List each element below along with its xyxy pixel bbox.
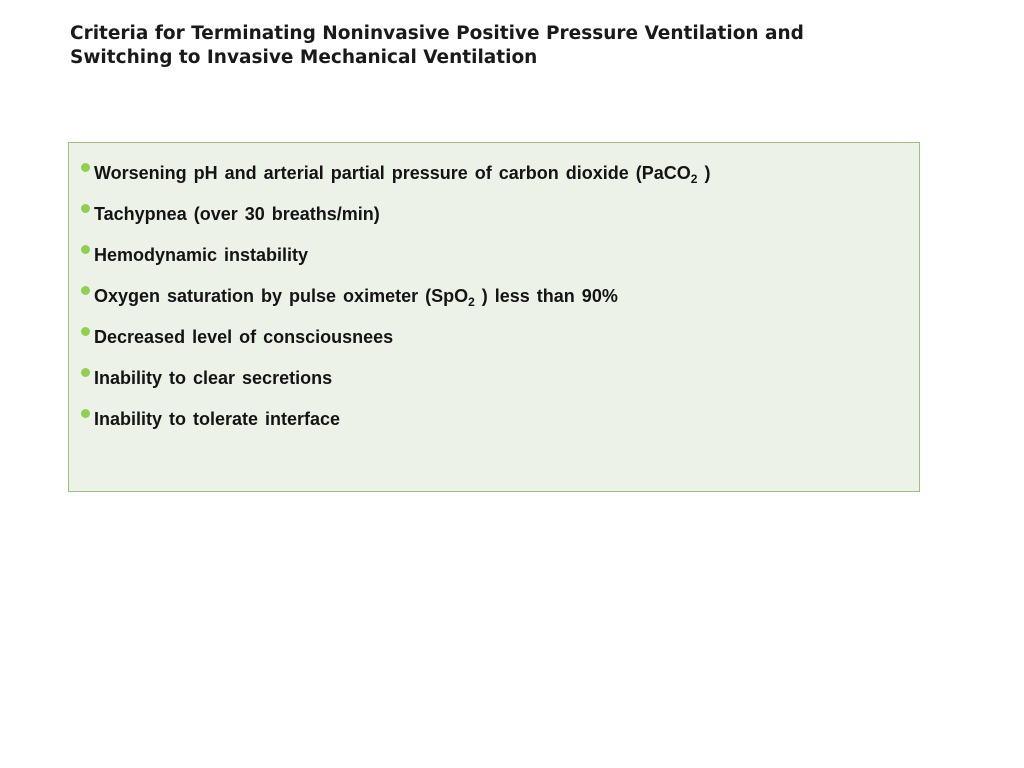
criteria-list (69, 143, 919, 446)
criteria-text: Hemodynamic instability (94, 245, 309, 265)
criteria-text: Inability to tolerate interface (94, 409, 341, 429)
bullet-dot-icon (81, 409, 90, 418)
criteria-suffix: ) (697, 163, 711, 183)
criteria-item-oxygen-saturation (69, 282, 919, 323)
criteria-item-tachypnea (69, 200, 919, 241)
slide-title-line-1: Criteria for Terminating Noninvasive Positive Pressure Ventilation and (70, 23, 804, 44)
bullet-dot-icon (81, 327, 90, 336)
slide-title (70, 22, 930, 70)
slide-title-line-2: Switching to Invasive Mechanical Ventilation (70, 47, 538, 68)
criteria-text: Oxygen saturation by pulse oximeter (SpO (94, 286, 469, 306)
criteria-text: Worsening pH and arterial partial pressure of carbon dioxide (PaCO (94, 163, 691, 183)
criteria-item-secretions (69, 364, 919, 405)
criteria-box (68, 142, 920, 492)
subscript: 2 (690, 172, 698, 186)
bullet-dot-icon (81, 163, 90, 172)
criteria-text: Tachypnea (over 30 breaths/min) (94, 204, 380, 224)
criteria-item-consciousness (69, 323, 919, 364)
bullet-dot-icon (81, 368, 90, 377)
bullet-dot-icon (81, 245, 90, 254)
bullet-dot-icon (81, 204, 90, 213)
criteria-item-interface (69, 405, 919, 446)
subscript: 2 (468, 295, 475, 309)
criteria-item-hemodynamic (69, 241, 919, 282)
bullet-dot-icon (81, 286, 90, 295)
criteria-item-worsening-ph (69, 159, 919, 200)
criteria-text: Decreased level of consciousnees (94, 327, 394, 347)
criteria-text: Inability to clear secretions (94, 368, 333, 388)
criteria-suffix: ) less than 90% (474, 286, 618, 306)
